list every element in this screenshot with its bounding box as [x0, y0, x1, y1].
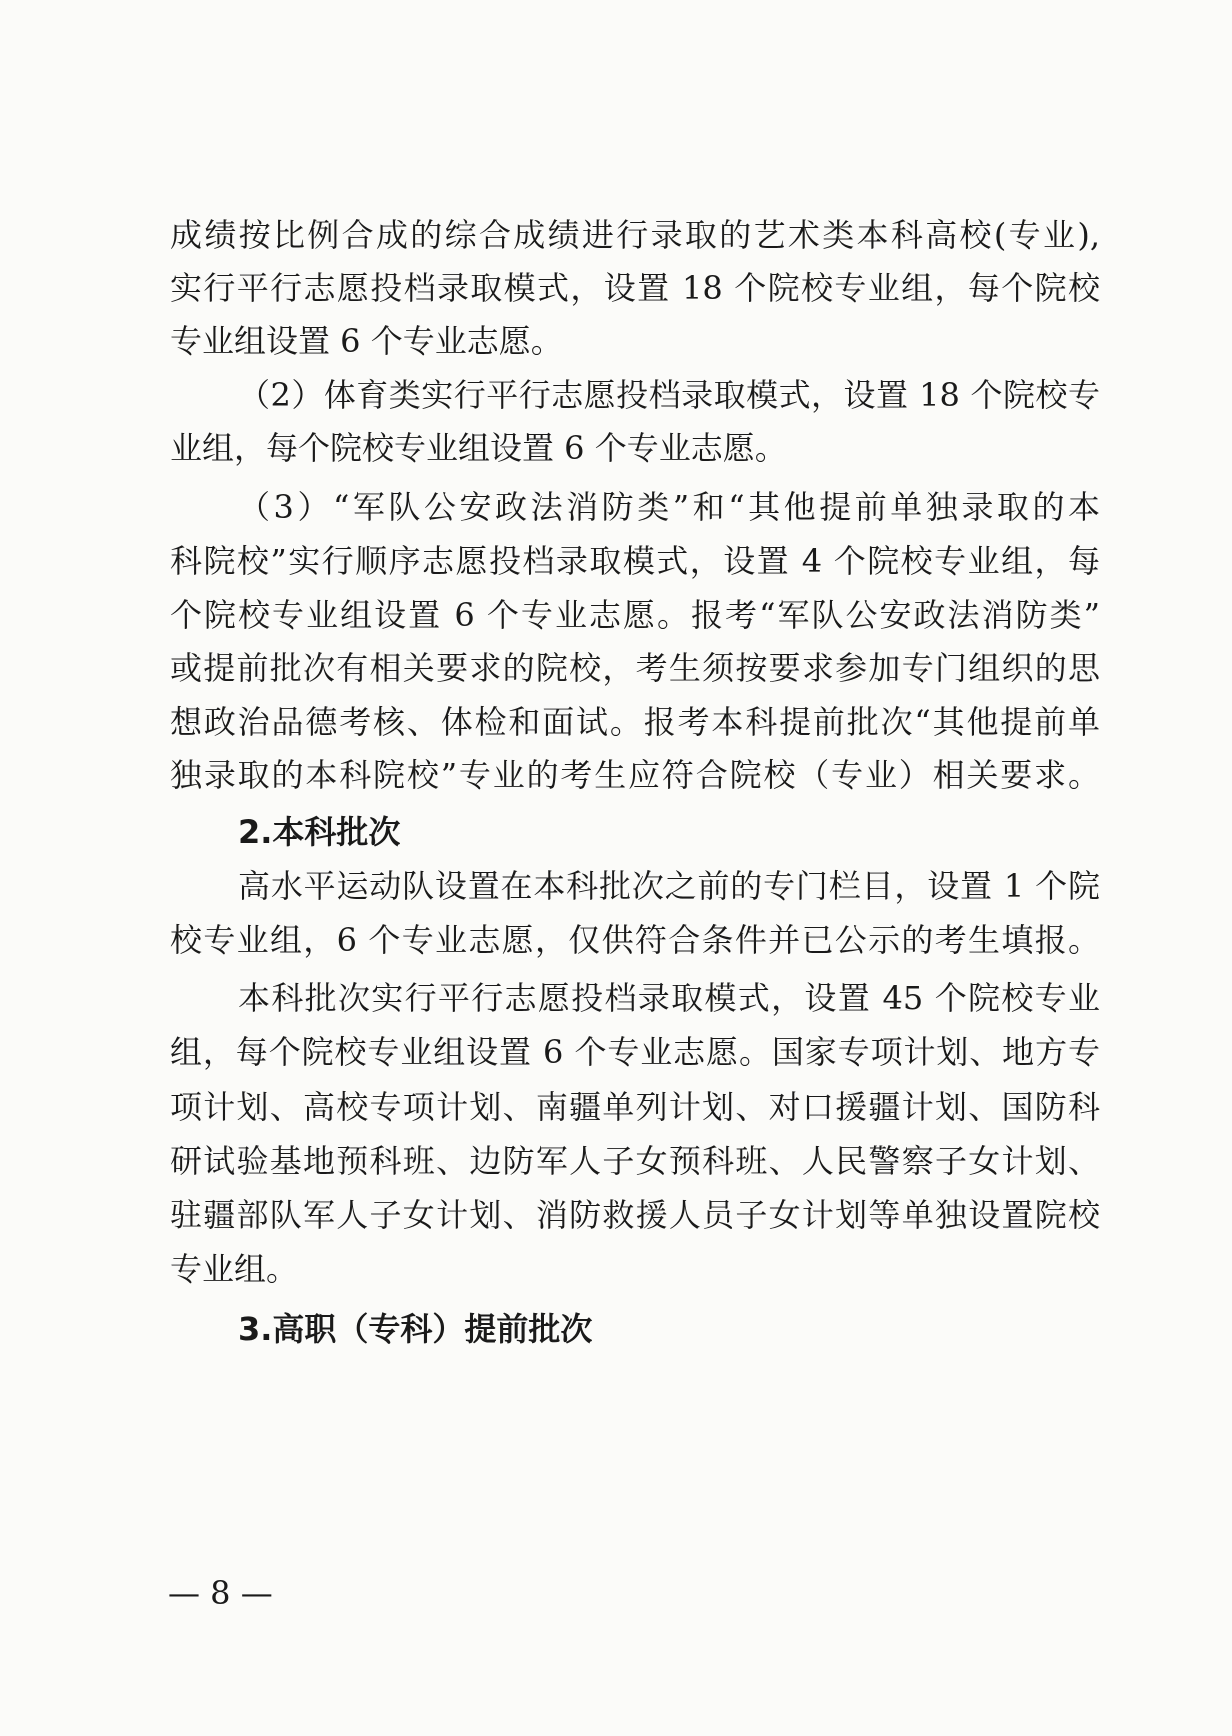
- text-line: 独录取的本科院校”专业的考生应符合院校（专业）相关要求。: [170, 756, 1100, 794]
- text-line: 专业组。: [170, 1250, 299, 1288]
- text-line: 驻疆部队军人子女计划、消防救援人员子女计划等单独设置院校: [170, 1196, 1100, 1234]
- section-heading: 3.高职（专科）提前批次: [238, 1310, 593, 1348]
- text-line: 科院校”实行顺序志愿投档录取模式，设置 4 个院校专业组，每: [170, 542, 1100, 580]
- text-line: 组，每个院校专业组设置 6 个专业志愿。国家专项计划、地方专: [170, 1033, 1100, 1071]
- text-line: 实行平行志愿投档录取模式，设置 18 个院校专业组，每个院校: [170, 269, 1100, 307]
- text-line: 项计划、高校专项计划、南疆单列计划、对口援疆计划、国防科: [170, 1088, 1100, 1126]
- text-line: 校专业组，6 个专业志愿，仅供符合条件并已公示的考生填报。: [170, 921, 1100, 959]
- text-line: 专业组设置 6 个专业志愿。: [170, 322, 563, 360]
- section-heading: 2.本科批次: [238, 813, 401, 851]
- text-line: 或提前批次有相关要求的院校，考生须按要求参加专门组织的思: [170, 649, 1100, 687]
- text-line: 想政治品德考核、体检和面试。报考本科提前批次“其他提前单: [170, 703, 1100, 741]
- text-line: 研试验基地预科班、边防军人子女预科班、人民警察子女计划、: [170, 1142, 1100, 1180]
- text-line: 业组，每个院校专业组设置 6 个专业志愿。: [170, 429, 787, 467]
- text-line: （2）体育类实行平行志愿投档录取模式，设置 18 个院校专: [238, 376, 1100, 414]
- text-line: 本科批次实行平行志愿投档录取模式，设置 45 个院校专业: [238, 979, 1100, 1017]
- text-line: 成绩按比例合成的综合成绩进行录取的艺术类本科高校(专业),: [170, 216, 1100, 254]
- page-number: — 8 —: [168, 1574, 273, 1612]
- text-line: 个院校专业组设置 6 个专业志愿。报考“军队公安政法消防类”: [170, 596, 1100, 634]
- text-line: （3）“军队公安政法消防类”和“其他提前单独录取的本: [238, 488, 1100, 526]
- text-line: 高水平运动队设置在本科批次之前的专门栏目，设置 1 个院: [238, 867, 1100, 905]
